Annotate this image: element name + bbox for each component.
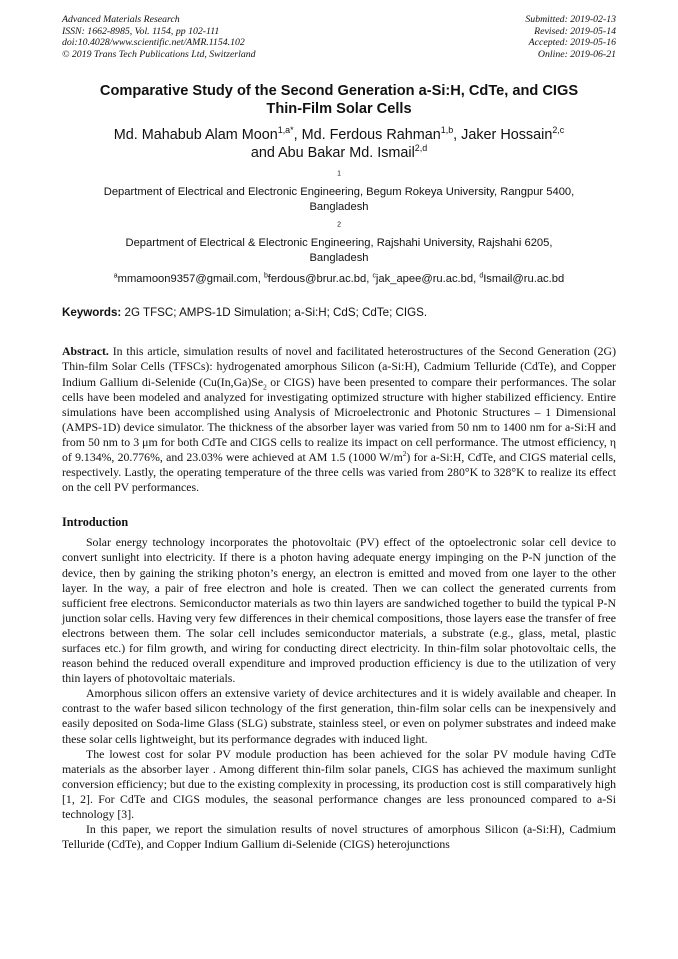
email-mark: a: [113, 272, 118, 280]
author-affiliation-mark: 2,d: [414, 143, 428, 154]
introduction-paragraph: Amorphous silicon offers an extensive variety of device architectures and it is widely available and cheaper. In contrast to the wafer based silicon technology of the first generation, thin-film solar cells can be inexpensively and easily deposited on Soda-lime Glass (SLG) substrate, stainless steel, or even on polymer substrates and indeed make these solar cells lightweight, but its performance degrades with induced light.: [62, 686, 616, 746]
abstract-text: In this article, simulation results of novel and facilitated heterostructures of the Second Generation (2G) Thin-film Solar Cells (TFSCs): hydrogenated amorphous Silicon (a-Si:H), Cadmium Telluride (CdTe), and Copper Indium Gallium di-Selenide (Cu(In,Ga)Se: [62, 344, 616, 389]
title-line-2: Thin-Film Solar Cells: [266, 101, 412, 118]
keywords: [62, 305, 616, 320]
author-name: Abu Bakar Md. Ismail: [278, 145, 415, 162]
author-name: Md. Ferdous Rahman: [301, 127, 441, 144]
keywords-label: Keywords:: [62, 306, 122, 320]
author-line-2: [62, 144, 616, 162]
date-revised: Revised: 2019-05-14: [534, 25, 616, 37]
author-separator: ,: [293, 127, 302, 144]
abstract-subscript: 2: [263, 381, 267, 391]
author-name: Jaker Hossain: [461, 127, 553, 144]
author-line-1: [62, 126, 616, 144]
affiliation-2: [62, 221, 616, 266]
affiliation-text: Department of Electrical & Electronic Engineering, Rajshahi University, Rajshahi 6205,: [125, 237, 553, 250]
affiliation-number: 1: [337, 170, 341, 178]
journal-copyright: © 2019 Trans Tech Publications Ltd, Switzerland: [62, 48, 256, 60]
journal-info: [62, 14, 256, 60]
date-accepted: Accepted: 2019-05-16: [528, 37, 616, 49]
author-affiliation-mark: 2,c: [552, 125, 565, 136]
author-affiliation-mark: 1,b: [440, 125, 454, 136]
introduction-paragraph: The lowest cost for solar PV module production has been achieved for the solar PV module having CdTe materials as the absorber layer . Among different thin-film solar panels, CIGS has achieved the maximum sunlight conversion efficiency; but due to the existing complexity in processing, its production cost is still comparatively high [1, 2]. For CdTe and CIGS modules, the seasonal performance changes are less pronounced compared to a-Si technology [3].: [62, 746, 616, 821]
keywords-text: 2G TFSC; AMPS-1D Simulation; a-Si:H; CdS; CdTe; CIGS.: [124, 306, 428, 320]
author-separator: ,: [453, 127, 462, 144]
section-heading-introduction: Introduction: [62, 515, 129, 530]
abstract-text: ) for a-Si:H, CdTe, and CIGS material cells, respectively. Lastly, the operating temperature of the three cells was varied from 280°K to 328°K to realize its effect on the cell PV performances.: [62, 450, 616, 495]
paper-title: [62, 82, 616, 118]
abstract-text: or CIGS) have been presented to compare their performances. The solar cells have been modeled and analyzed for investigating optimized structure with higher stabilized efficiency. Entire simulations have been accomplished using Analysis of Microelectronic and Photonic Structures – 1 Dimensional (AMPS-1D) device simulator. The thickness of the absorber layer was varied from 50 nm to 1400 nm for a-Si:H and from 50 nm to 3 μm for both CdTe and CIGS cells to realize its impact on cell performance. The utmost efficiency, η of 9.134%, 20.776%, and 23.03% were achieved at AM 1.5 (1000 W/m: [62, 374, 616, 465]
affiliation-number: 2: [337, 221, 341, 229]
author-affiliation-mark: 1,a*: [277, 125, 294, 136]
introduction-paragraph: In this paper, we report the simulation results of novel structures of amorphous Silicon (a-Si:H), Cadmium Telluride (CdTe), and Copper Indium Gallium di-Selenide (CIGS) heterojunctions: [62, 822, 616, 852]
date-submitted: Submitted: 2019-02-13: [525, 14, 616, 25]
affiliation-country: Bangladesh: [309, 252, 369, 265]
email-link[interactable]: ferdous@brur.ac.bd: [267, 273, 367, 286]
affiliation-text: Department of Electrical and Electronic Engineering, Begum Rokeya University, Rangpur 5400,: [103, 186, 575, 199]
abstract: [62, 344, 616, 495]
email-mark: d: [479, 272, 484, 280]
author-emails: $^a$mmamoon9357@gmail.com, $^b$ferdous@brur.ac.bd, $^c$jak_apee@ru.ac.bd, $^d$Ismail@ru.ac.bd: [113, 272, 565, 286]
journal-doi: doi:10.4028/www.scientific.net/AMR.1154.102: [62, 37, 245, 49]
introduction-paragraph: Solar energy technology incorporates the photovoltaic (PV) effect of the optoelectronic solar cell device to convert sunlight into electricity. If there is a photon having adequate energy impinging on the P-N junction of the device, then by gaining the striking photon’s energy, an electron is emitted and moved from one layer to the other layer. In the way, a pair of free electron and hole is created. Then we can collect the generated currents from sufficient free electrons. Semiconductor materials as two thin layers are sandwiched together to build the typical P-N junction solar cells. Having very few differences in their chemical compositions, those layers ease the transfer of free electrons between them. The solar cell includes semiconductor materials, a substrate (e.g., glass, metal, plastic surfaces etc.) for film growth, and wiring for conducting direct electricity. In thin-film solar photovoltaic cells, the reason behind the reduced overall expenditure and improved production efficiency is due to the utilization of very thin layers of photovoltaic materials.: [62, 535, 616, 686]
title-line-1: Comparative Study of the Second Generation a-Si:H, CdTe, and CIGS: [99, 83, 579, 100]
email-mark: c: [372, 272, 376, 280]
author-name: Md. Mahabub Alam Moon: [113, 127, 278, 144]
affiliation-1: [62, 170, 616, 215]
email-mark: b: [263, 272, 268, 280]
abstract-superscript: 2: [402, 449, 407, 459]
journal-issn: ISSN: 1662-8985, Vol. 1154, pp 102-111: [62, 25, 220, 37]
email-link[interactable]: jak_apee@ru.ac.bd: [375, 273, 474, 286]
author-conjunction: and: [250, 145, 279, 162]
author-list: [62, 126, 616, 162]
email-link[interactable]: Ismail@ru.ac.bd: [483, 273, 565, 286]
journal-name: Advanced Materials Research: [62, 14, 180, 25]
date-online: Online: 2019-06-21: [537, 48, 616, 60]
journal-dates: [525, 14, 616, 60]
affiliation-line: [62, 221, 616, 251]
journal-header: [62, 14, 616, 60]
email-link[interactable]: mmamoon9357@gmail.com: [117, 273, 258, 286]
affiliation-country: Bangladesh: [309, 201, 369, 214]
abstract-label: Abstract.: [62, 344, 109, 359]
affiliation-line: [62, 170, 616, 200]
